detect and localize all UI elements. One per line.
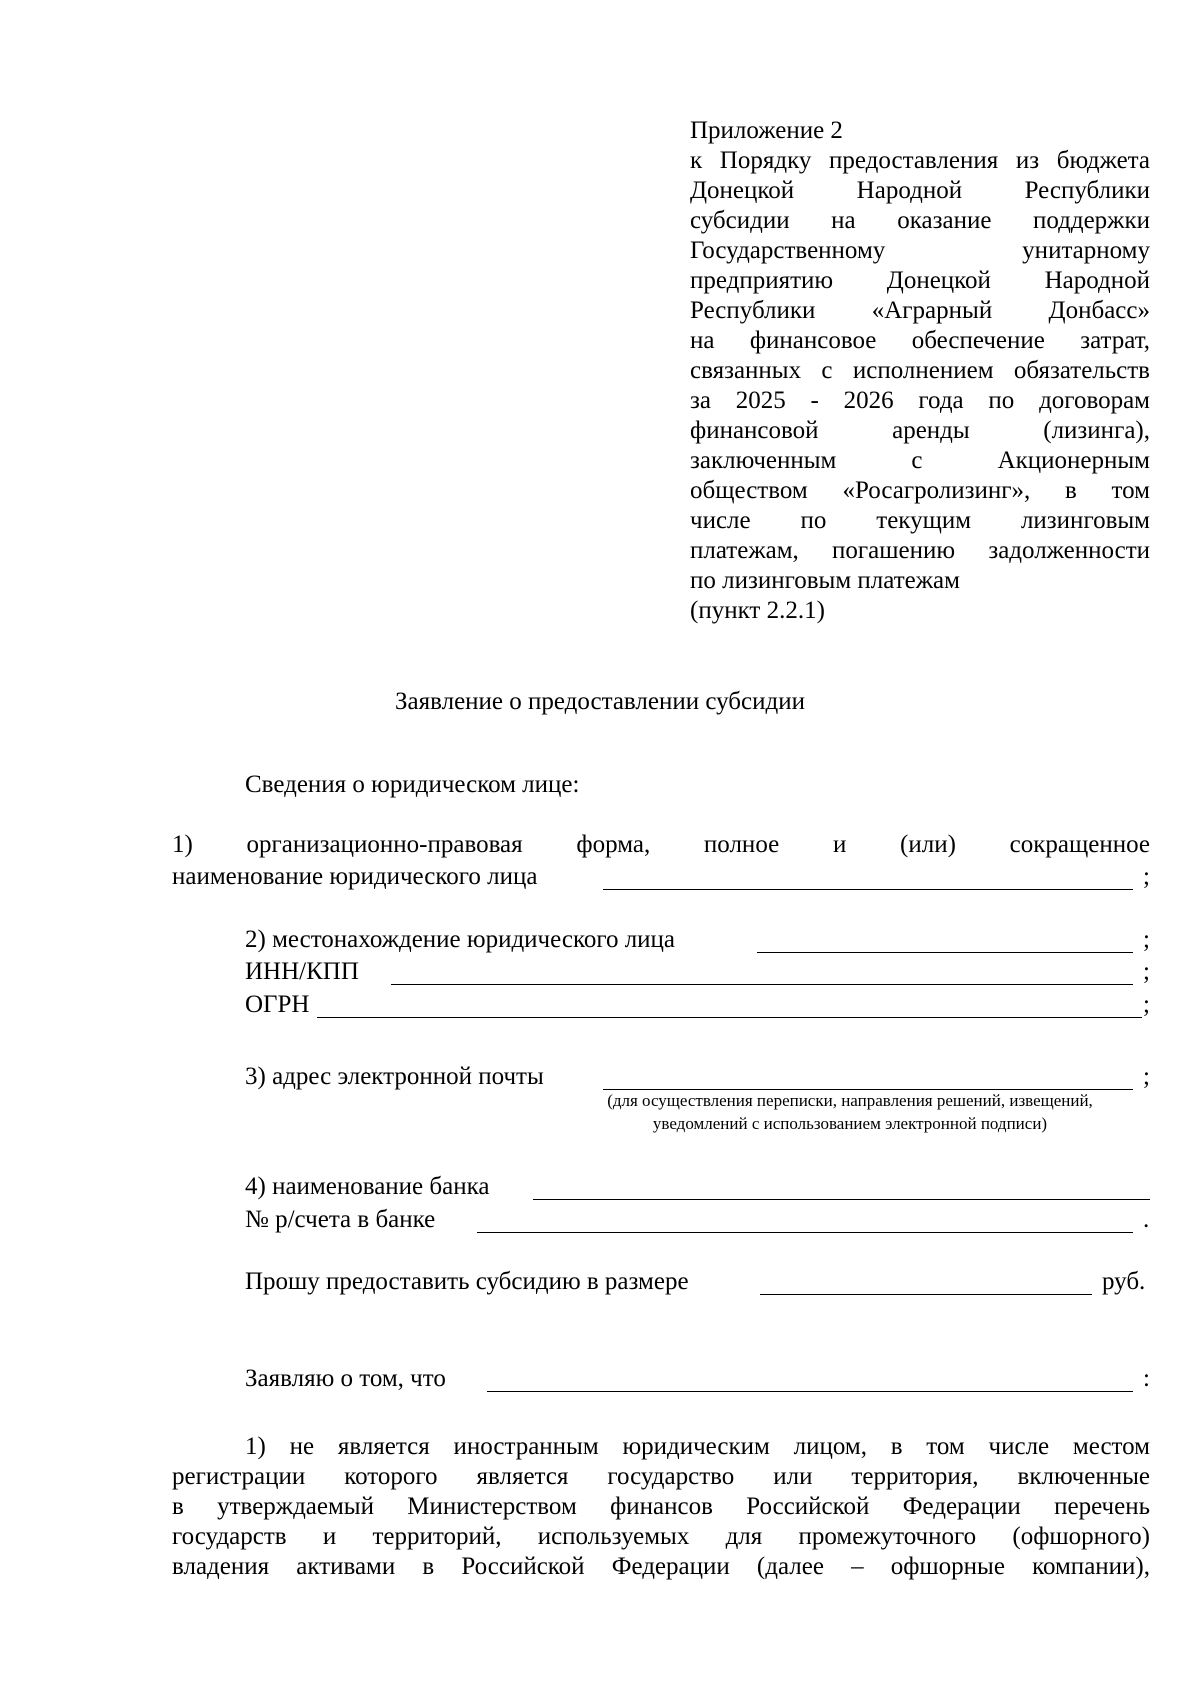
location-field[interactable]	[757, 952, 1133, 953]
clause-1-line: владения активами в Российской Федерации (далее – офшорные компании),	[172, 1553, 1150, 1580]
inn-kpp-field[interactable]	[391, 984, 1133, 985]
email-end: ;	[1143, 1063, 1150, 1090]
account-field[interactable]	[477, 1232, 1133, 1233]
ogrn-label: ОГРН	[245, 991, 310, 1018]
currency-unit: руб.	[1102, 1268, 1146, 1295]
appendix-line: за 2025 - 2026 года по договорам	[690, 387, 1150, 414]
account-end: .	[1143, 1206, 1150, 1233]
account-label: № р/счета в банке	[245, 1206, 436, 1233]
location-end: ;	[1143, 926, 1150, 953]
appendix-line: по лизинговым платежам	[690, 567, 960, 594]
email-hint-line2: уведомлений с использованием электронной подписи)	[652, 1114, 1048, 1133]
declaration-text: Заявляю о том, что	[245, 1365, 446, 1392]
subsidy-request-text: Прошу предоставить субсидию в размере	[245, 1268, 689, 1295]
ogrn-end: ;	[1143, 991, 1150, 1018]
declaration-field[interactable]	[487, 1391, 1133, 1392]
appendix-line: Приложение 2	[690, 117, 843, 144]
inn-kpp-label: ИНН/КПП	[245, 958, 359, 985]
item1-line2: наименование юридического лица	[172, 863, 538, 890]
item1-end: ;	[1143, 863, 1150, 890]
appendix-line: Государственному унитарному	[690, 237, 1150, 264]
appendix-line: заключенным с Акционерным	[690, 447, 1150, 474]
appendix-line: Донецкой Народной Республики	[690, 177, 1150, 204]
appendix-line: обществом «Росагролизинг», в том	[690, 477, 1150, 504]
email-label: 3) адрес электронной почты	[245, 1063, 544, 1090]
clause-1-line: в утверждаемый Министерством финансов Российской Федерации перечень	[172, 1493, 1150, 1520]
ogrn-field[interactable]	[317, 1017, 1142, 1018]
section-heading: Сведения о юридическом лице:	[245, 771, 580, 798]
appendix-line: предприятию Донецкой Народной	[690, 267, 1150, 294]
appendix-line: субсидии на оказание поддержки	[690, 207, 1150, 234]
clause-1-line: государств и территорий, используемых для промежуточного (офшорного)	[172, 1523, 1150, 1550]
appendix-line: Республики «Аграрный Донбасс»	[690, 297, 1150, 324]
appendix-line: связанных с исполнением обязательств	[690, 357, 1150, 384]
appendix-line: на финансовое обеспечение затрат,	[690, 327, 1150, 354]
item1-line1: 1) организационно-правовая форма, полное и (или) сокращенное	[172, 831, 1150, 858]
clause-1-line: 1) не является иностранным юридическим лицом, в том числе местом	[245, 1433, 1150, 1460]
appendix-line: финансовой аренды (лизинга),	[690, 417, 1150, 444]
document-title: Заявление о предоставлении субсидии	[395, 688, 805, 715]
location-label: 2) местонахождение юридического лица	[245, 926, 676, 953]
declaration-end: :	[1143, 1365, 1150, 1392]
clause-1	[172, 1432, 1150, 1582]
appendix-line: числе по текущим лизинговым	[690, 507, 1150, 534]
email-hint-line1: (для осуществления переписки, направления решений, извещений,	[607, 1091, 1093, 1110]
bank-name-label: 4) наименование банка	[245, 1173, 490, 1200]
inn-kpp-end: ;	[1143, 958, 1150, 985]
appendix-line: платежам, погашению задолженности	[690, 537, 1150, 564]
appendix-line: (пункт 2.2.1)	[690, 597, 825, 624]
bank-name-field[interactable]	[533, 1199, 1150, 1200]
legal-name-field[interactable]	[603, 889, 1133, 890]
subsidy-amount-field[interactable]	[760, 1294, 1092, 1295]
appendix-line: к Порядку предоставления из бюджета	[690, 147, 1150, 174]
appendix-header	[690, 116, 1150, 626]
clause-1-line: регистрации которого является государство или территория, включенные	[172, 1463, 1150, 1490]
